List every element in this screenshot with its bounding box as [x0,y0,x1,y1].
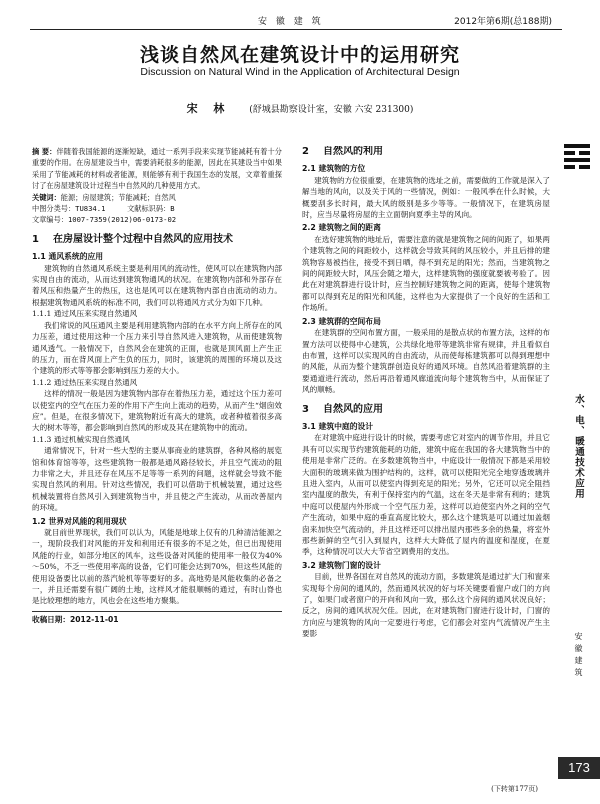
paragraph: 建筑物的方位很重要，在建筑物的选址之前，需要做的工作就是深入了解当地的风向，以及关于风的一些情况，例如：一般风季在什么时候，大概要刮多长时间，最大风的级别是多少等等。一般情况下，在建筑房屋时，应当尽量将房屋的主立面朝向夏季主导的风向。 [302,175,550,220]
continued-note: (下转第177页) [491,785,538,793]
clc-number: 中图分类号：TU834.1 [32,204,106,214]
section-heading: 1 在房屋设计整个过程中自然风的应用技术 [32,233,233,245]
abstract-text: 伴随着我国能源的逐渐短缺，通过一系列手段来实现节能减耗有着十分重要的作用。在房屋建设当中，需要消耗很多的能源，因此在其建设当中如果采用了节能减耗的材料或者能源，则能够有利于我国生态的发展，文章着重探讨了在房屋建筑设计过程当中自然风的几种使用方式。 [32,147,282,191]
paragraph: 这样的情况一般是因为建筑物内部存在着热压力差，通过这个压力差可以使室内的空气在压力差的作用下产生向上流动的趋势，从而产生“烟囱效应”。但是，在很多情况下，建筑物附近有高大的建筑，或者种植着很多高大的树木等等，都会影响到自然风的形成及其在建筑物中的流动。 [32,389,282,433]
subsubsection-heading: 1.1.3 通过机械实现自然通风 [32,434,130,444]
paragraph: 在建筑群的空间布置方面，一般采用的是散点状的布置方法，这样的布置方法可以使得中心建筑，公共绿化地带等建筑非常有规律，并且看似自由布置，这样可以实现风的自由流动，从而使每栋建筑都可以得到理想中的风能，从而为整个建筑群创造良好的通风环境。自然风沿着建筑群的主要通道进行流动，然后再沿着通风廊道流向每个建筑物当中，从而保证了风的顺畅。 [302,328,550,395]
paragraph: 建筑物的自然通风系统主要是利用风的流动性，使风可以在建筑物内部实现自由的流动，从而达到建筑物通风的状况。在建筑物内部和外部存在着风压和热量产生的热压，这也是风可以在建筑物内部自由流动的动力。根据建筑物通风系统的标准不同，我们可以将通风方式分为如下几种。 [32,263,282,307]
journal-name: 安 徽 建 筑 [258,17,324,27]
paragraph: 在对建筑中庭进行设计的时候，需要考虑它对室内的调节作用，并且它具有可以实现节约建筑能耗的功能，建筑中庭在我国的各大建筑物当中的使用是非常广泛的。在多数建筑物当中，中庭设计一般情况下都是采用较大面积的玻璃来做为围护结构的，这样，就可以使阳光完全地穿透玻璃并且进入室内，从而可以使室内得到充足的阳光；另外，它还可以完全阻挡室内温度的散失，有利于保持室内的气温，这在冬天是非常有利的；建筑中庭可以使屋内外形成一个空气压力差，这样可以迫使室内外之间的空气产生流动，如果中庭的垂直高度比较大，那么这个建筑是可以通过加盖烟囱来加快空气流动的，并且这样还可以排出屋内那些多余的热量，将室外那些新鲜的空气引入到屋内，这样大大降低了屋内的温度和湿度，在夏季，这种情况可以大大节省空调费用的支出。 [302,433,550,557]
header-rule [30,29,562,30]
subsection-heading: 1.2 世界对风能的利用现状 [32,516,127,526]
subsection-heading: 3.1 建筑中庭的设计 [302,421,374,431]
subsubsection-heading: 1.1.1 通过风压来实现自然通风 [32,309,138,319]
paragraph: 在选好建筑物的地址后，需要注意的就是建筑物之间的间距了，如果两个建筑物之间的间距较小，这样就会导致其间的风压较小，并且后排的建筑物容易被挡住，接受不到日晒，得不到充足的阳光；然而，当建筑物之间的间距较大时，风压会随之增大，这样建筑物的强度就要被考验了。因此在对建筑群进行设计时，应当控制好建筑物之间的距离，使每个建筑物都可以得到充足的阳光和风能，这样也为大家提供了一个良好的生活和工作场所。 [302,234,550,313]
doc-code: 文献标识码：B [127,204,175,214]
page-number: 173 [558,757,600,779]
paragraph: 我们常说的风压通风主要是利用建筑物内部的在水平方向上所存在的风力压差，通过使用这种一个压力来引导自然风进入建筑物，从而使建筑物通风透气。一般情况下，自然风会在建筑的正面，也就是顶风面上产生正的压力，而在背风面上产生负的压力，同时，该建筑的周围的环境以及这个建筑的形式等等都会影响到压力差的大小。 [32,320,282,376]
received-date: 收稿日期：2012-11-01 [32,611,282,625]
left-column [32,146,282,791]
subsection-heading: 2.3 建筑群的空间布局 [302,316,381,326]
issue-info: 2012年第6期(总188期) [454,17,552,27]
abstract-label: 摘 要： [32,147,57,156]
article-title-cn: 浅谈自然风在建筑设计中的运用研究 [139,44,460,66]
paragraph: 目前，世界各国在对自然风的流动方面，多数建筑是通过扩大门和窗来实现每个房间的通风的，然而通风状况的好与坏关键要看窗户或门的方向了，如果门或者窗户的开向和风向一致，那么这个房间的通风状况良好；反之，房间的通风状况欠佳。因此，在对建筑物门窗进行设计时，门窗的方向应与建筑物的风向一定要进行考虑，它们都会对室内气流情况产生主要影 [302,572,550,639]
author-name: 宋 林 [186,102,231,115]
subsection-heading: 2.2 建筑物之间的距离 [302,223,381,233]
journal-vertical: 安徽建筑 [574,632,583,680]
subsection-heading: 1.1 通风系统的应用 [32,252,104,262]
section-category: 水、电、暖通技术应用 [573,394,584,499]
water-trigram-icon [562,142,592,172]
keywords: 能源；房屋建筑；节能减耗；自然风 [60,192,176,202]
paragraph: 通常情况下，针对一些大型的主要从事商业的建筑群，各种风格的展览馆和体育馆等等，这些建筑物一般都是通风路径较长，并且空气流动的阻力非常之大，并且还存在风压不足等等一系列的问题，这样就会导致不能实现自然风的利用。针对这些情况，我们可以借助于机械装置，通过这些机械装置将自然风引入到建筑物当中，并且使之产生流动，从而改善屋内的环境。 [32,446,282,513]
author-line [0,100,600,116]
section-heading: 2 自然风的利用 [302,146,383,157]
article-id: 文章编号：1007-7359(2012)06-0173-02 [32,215,177,225]
right-column [302,146,550,786]
subsection-heading: 3.2 建筑物门窗的设计 [302,560,381,570]
subsubsection-heading: 1.1.2 通过热压来实现自然通风 [32,377,138,387]
author-affiliation: (舒城县勘察设计室，安徽 六安 231300) [249,105,414,115]
section-heading: 3 自然风的应用 [302,403,383,415]
abstract-block [32,146,282,226]
paragraph: 就目前世界现状，我们可以认为，风能是地球上仅有的几种清洁能源之一，现阶段我们对风能的开发和利用还有很多的不足之处，但已出现使用风能的行业，如部分地区的风车，这些设备对风能的使用率一般仅为40%～50%，不乏一些使用率高的设备，它们可能会达到70%，但这些风能的使用设备要比以前的蒸汽轮机等等要好的多。高地势是风能收集的必备之一，并且还需要有很广阔的土地，这样风才能很顺畅的通过，有时山脊也是比较理想的地方，风也会在这些地方聚集。 [32,528,282,606]
running-header [0,12,600,32]
sidebar [556,136,600,804]
keywords-label: 关键词： [32,192,61,202]
article-title-en: Discussion on Natural Wind in the Application of Architectural Design [140,66,460,78]
subsection-heading: 2.1 建筑物的方位 [302,164,366,174]
